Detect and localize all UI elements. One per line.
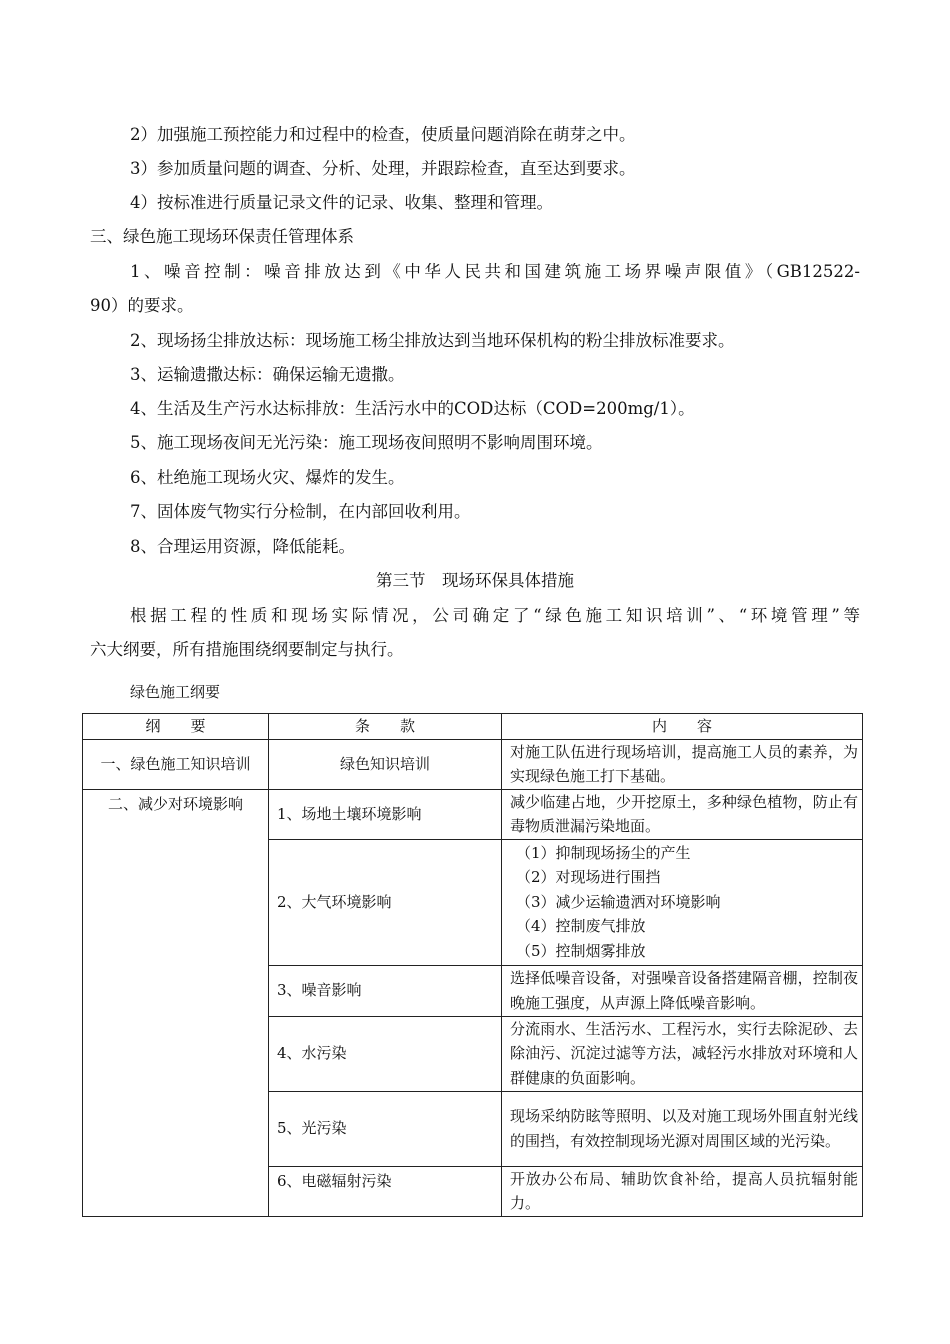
heading-green-construction: 三、绿色施工现场环保责任管理体系: [90, 227, 354, 246]
table-row: [83, 789, 863, 839]
paragraph-dust: 2、现场扬尘排放达标：现场施工杨尘排放达到当地环保机构的粉尘排放标准要求。: [130, 331, 735, 350]
item-cell: 3、噪音影响: [269, 965, 502, 1016]
paragraph-quality-3: 3）参加质量问题的调查、分析、处理，并跟踪检查，直至达到要求。: [130, 159, 636, 178]
content-cell: 现场采纳防眩等照明、以及对施工现场外围直射光线的围挡，有效控制现场光源对周围区域的光污染。: [502, 1091, 863, 1166]
content-cell: 分流雨水、生活污水、工程污水，实行去除泥砂、去除油污、沉淀过滤等方法，减轻污水排放对环境和人群健康的负面影响。: [502, 1016, 863, 1091]
paragraph-light: 5、施工现场夜间无光污染：施工现场夜间照明不影响周围环境。: [130, 433, 603, 452]
table-row: [83, 739, 863, 789]
header-content: 内 容: [502, 714, 863, 740]
list-item: （1）抑制现场扬尘的产生: [516, 843, 691, 862]
item-cell: 4、水污染: [269, 1016, 502, 1091]
paragraph-sewage: 4、生活及生产污水达标排放：生活污水中的COD达标（COD=200mg/1）。: [130, 399, 695, 418]
content-cell: 对施工队伍进行现场培训，提高施工人员的素养，为实现绿色施工打下基础。: [502, 739, 863, 789]
paragraph-waste: 7、固体废气物实行分检制，在内部回收利用。: [130, 502, 471, 521]
paragraph-quality-2: 2）加强施工预控能力和过程中的检查，使质量问题消除在萌芽之中。: [130, 125, 636, 144]
content-cell: 开放办公布局、辅助饮食补给，提高人员抗辐射能力。: [502, 1166, 863, 1216]
item-cell: 1、场地土壤环境影响: [269, 789, 502, 839]
green-construction-table: [82, 713, 863, 1217]
list-item: （3）减少运输遗洒对环境影响: [516, 892, 721, 911]
list-item: （5）控制烟雾排放: [516, 941, 646, 960]
content-cell: 选择低噪音设备，对强噪音设备搭建隔音棚，控制夜晚施工强度，从声源上降低噪音影响。: [502, 965, 863, 1016]
paragraph-intro-line2: 六大纲要，所有措施围绕纲要制定与执行。: [90, 640, 404, 659]
paragraph-transport: 3、运输遗撒达标：确保运输无遗撒。: [130, 365, 405, 384]
paragraph-intro-line1: 根据工程的性质和现场实际情况，公司确定了“绿色施工知识培训”、“环境管理”等: [130, 606, 860, 625]
header-clause: 条 款: [269, 714, 502, 740]
header-outline: 纲 要: [83, 714, 269, 740]
content-cell: 减少临建占地，少开挖原土，多种绿色植物，防止有毒物质泄漏污染地面。: [502, 789, 863, 839]
paragraph-noise-line1: 1、噪音控制：噪音排放达到《中华人民共和国建筑施工场界噪声限值》（GB12522-: [130, 262, 860, 281]
table-header-row: [83, 714, 863, 740]
table-caption: 绿色施工纲要: [130, 683, 221, 701]
content-cell: [502, 839, 863, 965]
list-item: （4）控制废气排放: [516, 917, 646, 936]
paragraph-noise-line2: 90）的要求。: [90, 296, 194, 315]
category-cell: 二、减少对环境影响: [83, 789, 269, 1216]
paragraph-quality-4: 4）按标准进行质量记录文件的记录、收集、整理和管理。: [130, 193, 553, 212]
category-cell: 一、绿色施工知识培训: [83, 739, 269, 789]
list-item: （2）对现场进行围挡: [516, 868, 661, 887]
item-cell: 5、光污染: [269, 1091, 502, 1166]
paragraph-resources: 8、合理运用资源，降低能耗。: [130, 537, 355, 556]
paragraph-fire: 6、杜绝施工现场火灾、爆炸的发生。: [130, 468, 405, 487]
item-cell: 绿色知识培训: [269, 739, 502, 789]
item-cell: 6、电磁辐射污染: [269, 1166, 502, 1216]
section-title: 第三节 现场环保具体措施: [376, 571, 574, 590]
item-cell: 2、大气环境影响: [269, 839, 502, 965]
